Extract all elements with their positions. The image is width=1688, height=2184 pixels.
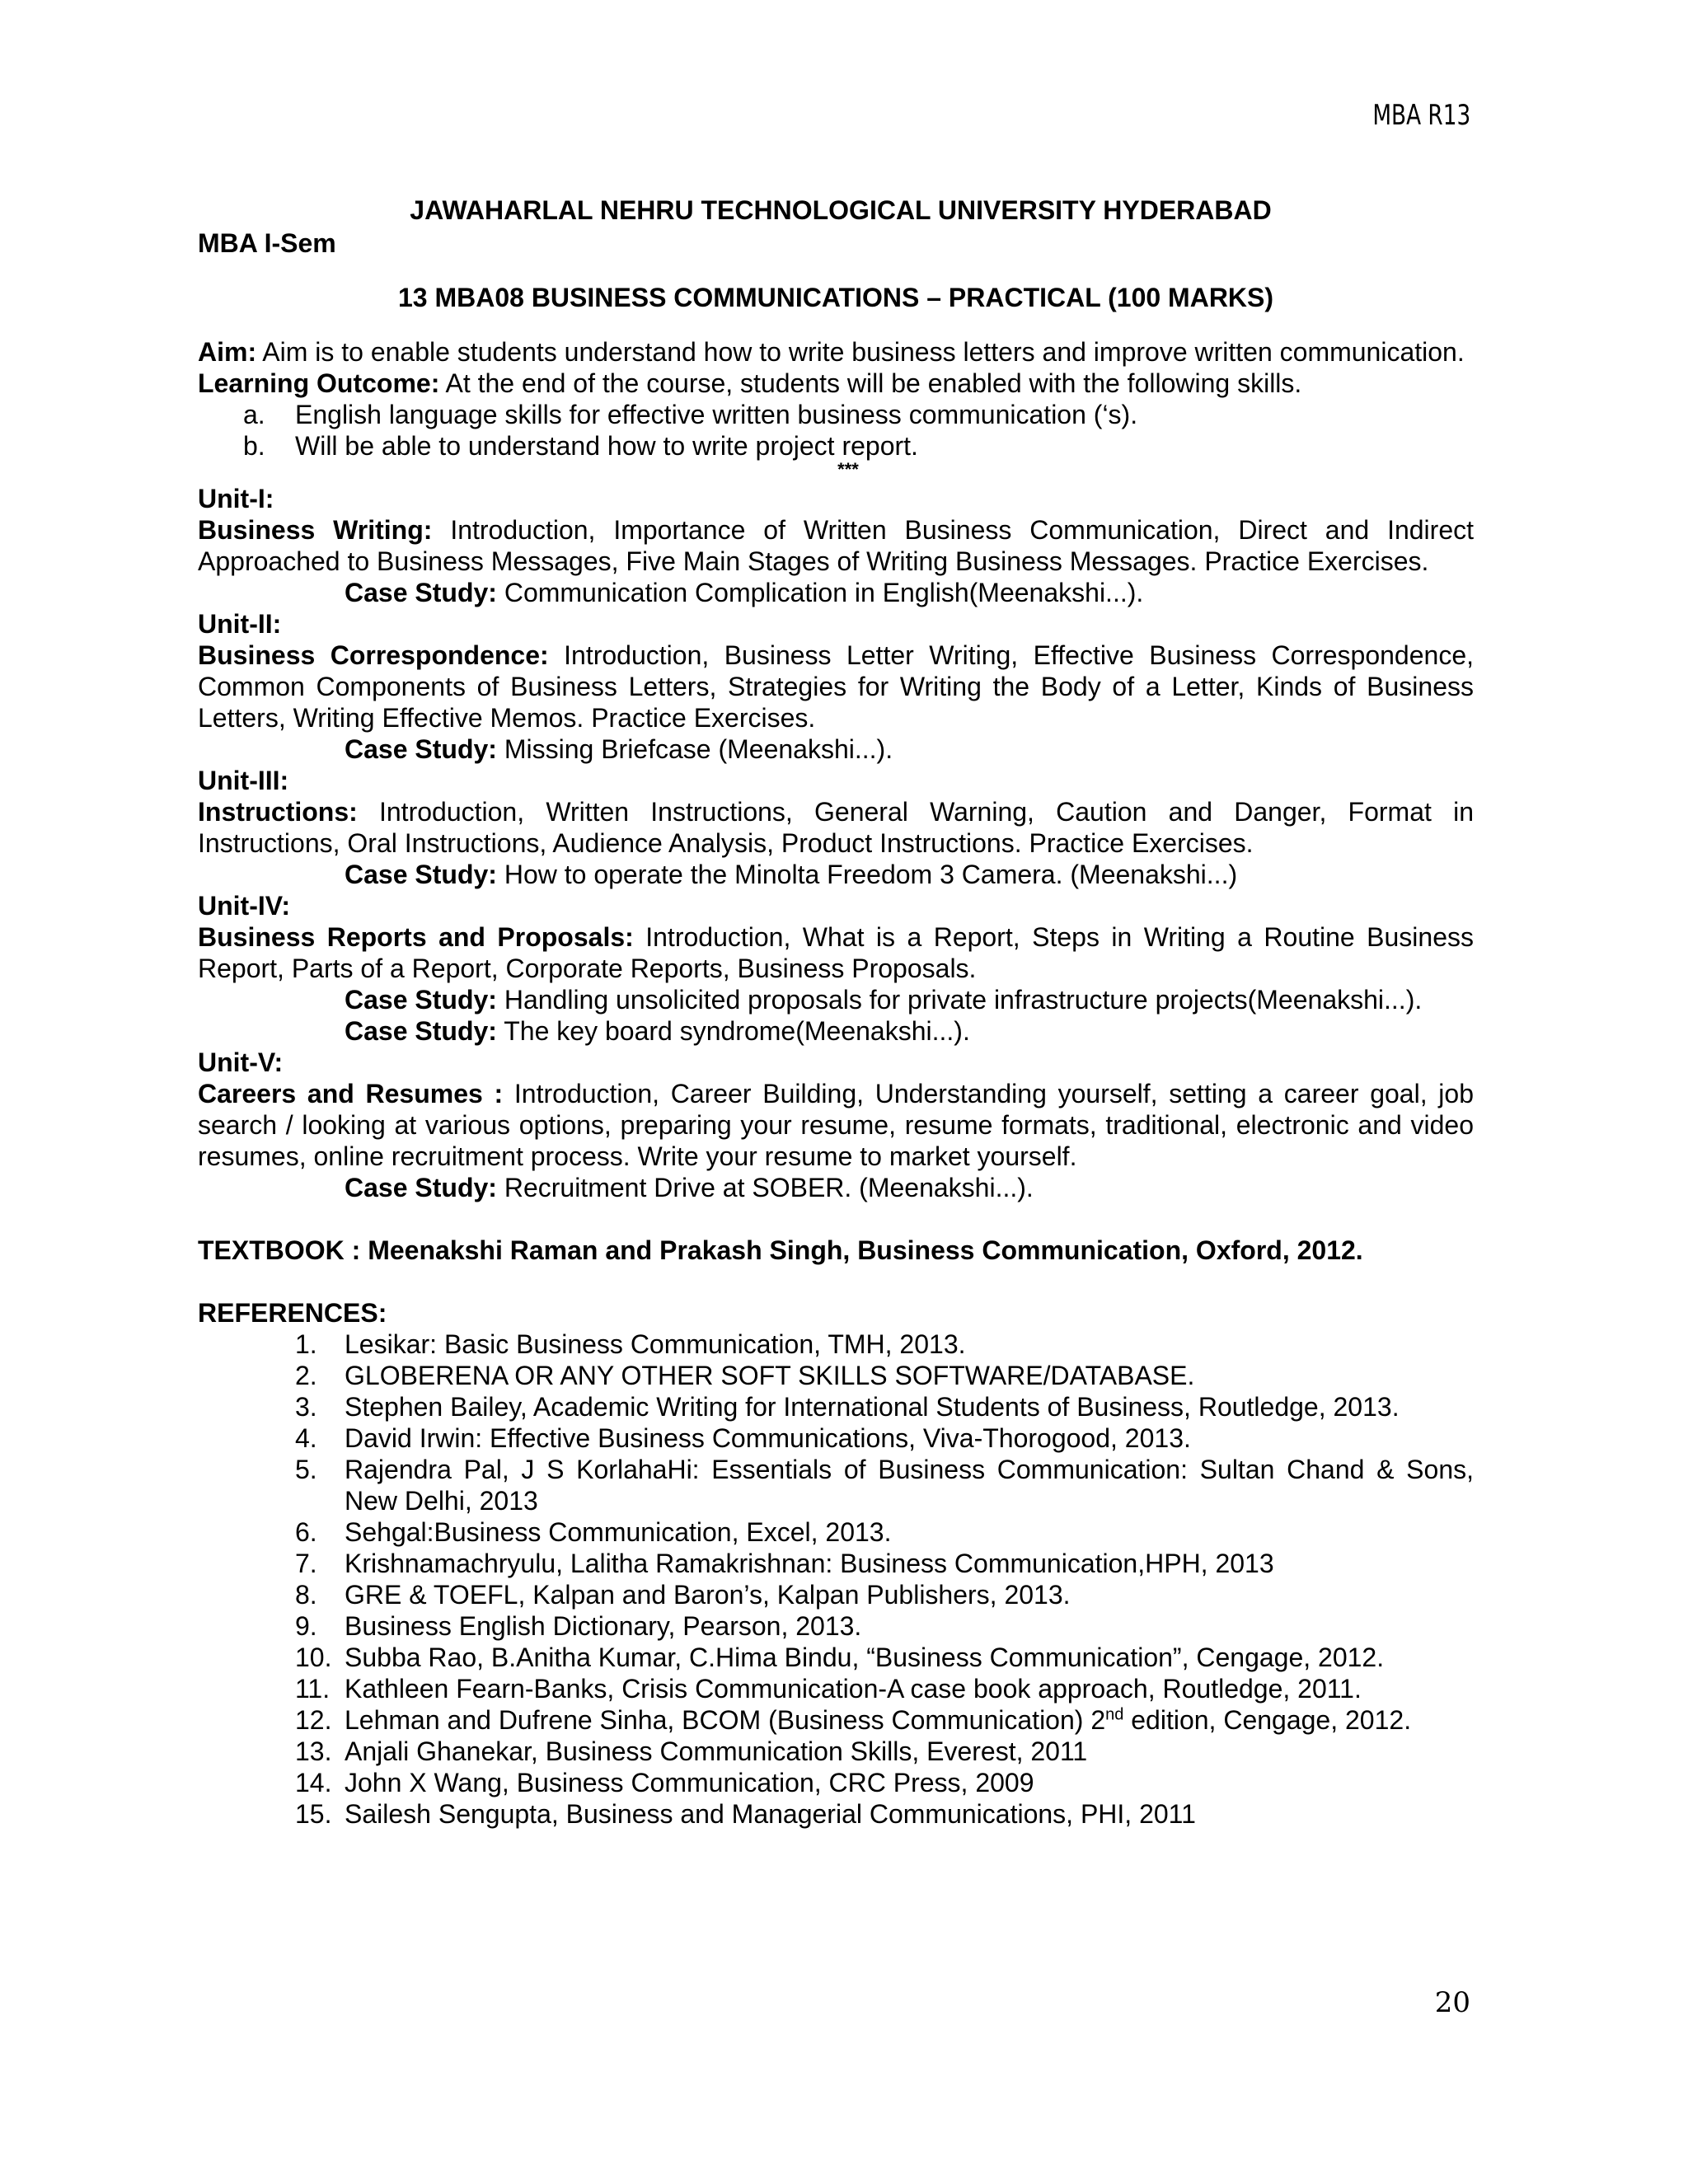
references-title: REFERENCES: [198,1298,387,1328]
reference-item [198,1516,1474,1548]
reference-text: GLOBERENA OR ANY OTHER SOFT SKILLS SOFTWARE/DATABASE. [345,1361,1195,1390]
case-study-text: Recruitment Drive at SOBER. (Meenakshi...). [496,1173,1034,1202]
semester-label: MBA I-Sem [198,228,336,258]
reference-text: Subba Rao, B.Anitha Kumar, C.Hima Bindu, “Business Communication”, Cengage, 2012. [345,1643,1385,1672]
reference-number: 4. [295,1423,317,1453]
unit-topic-label: Business Reports and Proposals: [198,922,634,952]
learning-outcome-list [198,399,1474,462]
reference-item [198,1329,1474,1360]
list-item-text: English language skills for effective written business communication (‘s). [295,400,1138,429]
case-study-text: Communication Complication in English(Meenakshi...). [496,578,1144,607]
reference-item [198,1391,1474,1422]
case-study-label: Case Study: [345,1173,497,1202]
reference-text-before: Lehman and Dufrene Sinha, BCOM (Business Communication) 2 [345,1705,1106,1735]
reference-number: 9. [295,1611,317,1641]
reference-item [198,1736,1474,1767]
reference-text: John X Wang, Business Communication, CRC Press, 2009 [345,1768,1034,1797]
reference-superscript: nd [1105,1705,1124,1724]
unit-topic-text: Introduction, Written Instructions, General Warning, Caution and Danger, Format in Instructions, Oral Instructions, Audience Analysis, Product Instructions. Practice Exercises. [198,797,1474,858]
university-name: JAWAHARLAL NEHRU TECHNOLOGICAL UNIVERSITY HYDERABAD [410,195,1272,225]
textbook: TEXTBOOK : Meenakshi Raman and Prakash Singh, Business Communication, Oxford, 2012. [198,1235,1363,1265]
list-item-text: Will be able to understand how to write project report. [295,431,918,461]
aim-label: Aim: [198,337,257,367]
case-study [198,1015,1474,1047]
reference-item [198,1548,1474,1579]
unit-topic-label: Business Correspondence: [198,640,549,670]
reference-item [198,1704,1474,1736]
unit-topic [198,1078,1474,1172]
reference-item [198,1767,1474,1798]
aim-paragraph [198,336,1474,368]
syllabus-content [198,194,1474,1830]
unit-topic-label: Instructions: [198,797,358,827]
reference-text: Stephen Bailey, Academic Writing for International Students of Business, Routledge, 2013. [345,1392,1400,1422]
spacer [198,1203,1474,1235]
reference-text: Krishnamachryulu, Lalitha Ramakrishnan: Business Communication,HPH, 2013 [345,1549,1274,1578]
case-study [198,984,1474,1015]
reference-text: Kathleen Fearn-Banks, Crisis Communication-A case book approach, Routledge, 2011. [345,1674,1362,1704]
list-item [198,430,1474,462]
reference-text: Rajendra Pal, J S KorlahaHi: Essentials of Business Communication: Sultan Chand & Sons, New Delhi, 2013 [345,1455,1474,1516]
case-study [198,577,1474,608]
learning-outcome-text: At the end of the course, students will be enabled with the following skills. [439,368,1302,398]
course-title: 13 MBA08 BUSINESS COMMUNICATIONS – PRACTICAL (100 MARKS) [397,283,1274,312]
reference-text-after: edition, Cengage, 2012. [1123,1705,1412,1735]
reference-number: 14. [295,1768,332,1797]
reference-item [198,1454,1474,1516]
unit-topic [198,921,1474,984]
unit-topic-label: Business Writing: [198,515,433,545]
case-study-label: Case Study: [345,985,497,1015]
aim-text: Aim is to enable students understand how to write business letters and improve written communication. [256,337,1465,367]
section-separator: *** [837,459,859,480]
case-study [198,1172,1474,1203]
case-study-text: Handling unsolicited proposals for private infrastructure projects(Meenakshi...). [496,985,1423,1015]
reference-number: 5. [295,1455,317,1484]
document-code: MBA R13 [1372,99,1470,132]
case-study-label: Case Study: [345,734,497,764]
list-item [198,399,1474,430]
reference-text: Lesikar: Basic Business Communication, TMH, 2013. [345,1329,966,1359]
unit-title: Unit-I: [198,484,274,513]
reference-number: 15. [295,1799,332,1829]
unit-title: Unit-III: [198,766,289,795]
reference-text: Sehgal:Business Communication, Excel, 2013. [345,1517,892,1547]
unit-topic-text: Introduction, Career Building, Understanding yourself, setting a career goal, job search / looking at various options, preparing your resume, resume formats, traditional, electronic and video resumes, online recruitment process. Write your resume to market yourself. [198,1079,1475,1171]
reference-text: David Irwin: Effective Business Communications, Viva-Thorogood, 2013. [345,1423,1191,1453]
reference-item [198,1360,1474,1391]
reference-text: Sailesh Sengupta, Business and Managerial Communications, PHI, 2011 [345,1799,1196,1829]
reference-number: 3. [295,1392,317,1422]
reference-item [198,1798,1474,1830]
unit-title: Unit-II: [198,609,282,639]
unit-topic [198,640,1474,733]
unit-topic [198,514,1474,577]
unit-topic-text: Introduction, Importance of Written Business Communication, Direct and Indirect Approached to Business Messages, Five Main Stages of Writing Business Messages. Practice Exercises. [198,515,1475,576]
unit-title: Unit-IV: [198,891,290,921]
reference-number: 6. [295,1517,317,1547]
reference-item [198,1673,1474,1704]
case-study-label: Case Study: [345,860,497,889]
case-study-label: Case Study: [345,578,497,607]
case-study [198,733,1474,765]
reference-number: 1. [295,1329,317,1359]
unit-topic-label: Careers and Resumes : [198,1079,504,1108]
reference-number: 10. [295,1643,332,1672]
case-study-text: The key board syndrome(Meenakshi...). [496,1016,970,1046]
list-marker: a. [243,400,265,429]
reference-text: Anjali Ghanekar, Business Communication Skills, Everest, 2011 [345,1736,1088,1766]
reference-item [198,1422,1474,1454]
reference-text: Business English Dictionary, Pearson, 2013. [345,1611,862,1641]
unit-title: Unit-V: [198,1047,284,1077]
reference-number: 12. [295,1705,332,1735]
reference-number: 11. [295,1674,331,1704]
learning-outcome-label: Learning Outcome: [198,368,440,398]
reference-text: GRE & TOEFL, Kalpan and Baron’s, Kalpan Publishers, 2013. [345,1580,1071,1610]
reference-number: 2. [295,1361,317,1390]
case-study-text: Missing Briefcase (Meenakshi...). [496,734,893,764]
reference-item [198,1579,1474,1610]
references-list [198,1329,1474,1830]
reference-item [198,1610,1474,1642]
reference-number: 13. [295,1736,332,1766]
spacer [198,1266,1474,1297]
case-study-label: Case Study: [345,1016,497,1046]
reference-number: 8. [295,1580,317,1610]
case-study [198,859,1474,890]
reference-number: 7. [295,1549,317,1578]
unit-topic-text: Introduction, What is a Report, Steps in Writing a Routine Business Report, Parts of a Report, Corporate Reports, Business Proposals. [198,922,1475,983]
reference-item [198,1642,1474,1673]
learning-outcome-paragraph [198,368,1474,399]
list-marker: b. [243,431,265,461]
unit-topic [198,796,1474,859]
unit-topic-text: Introduction, Business Letter Writing, Effective Business Correspondence, Common Components of Business Letters, Strategies for Writing the Body of a Letter, Kinds of Business Letters, Writing Effective Memos. Practice Exercises. [198,640,1475,733]
case-study-text: How to operate the Minolta Freedom 3 Camera. (Meenakshi...) [496,860,1238,889]
page-number: 20 [1434,1986,1470,2019]
